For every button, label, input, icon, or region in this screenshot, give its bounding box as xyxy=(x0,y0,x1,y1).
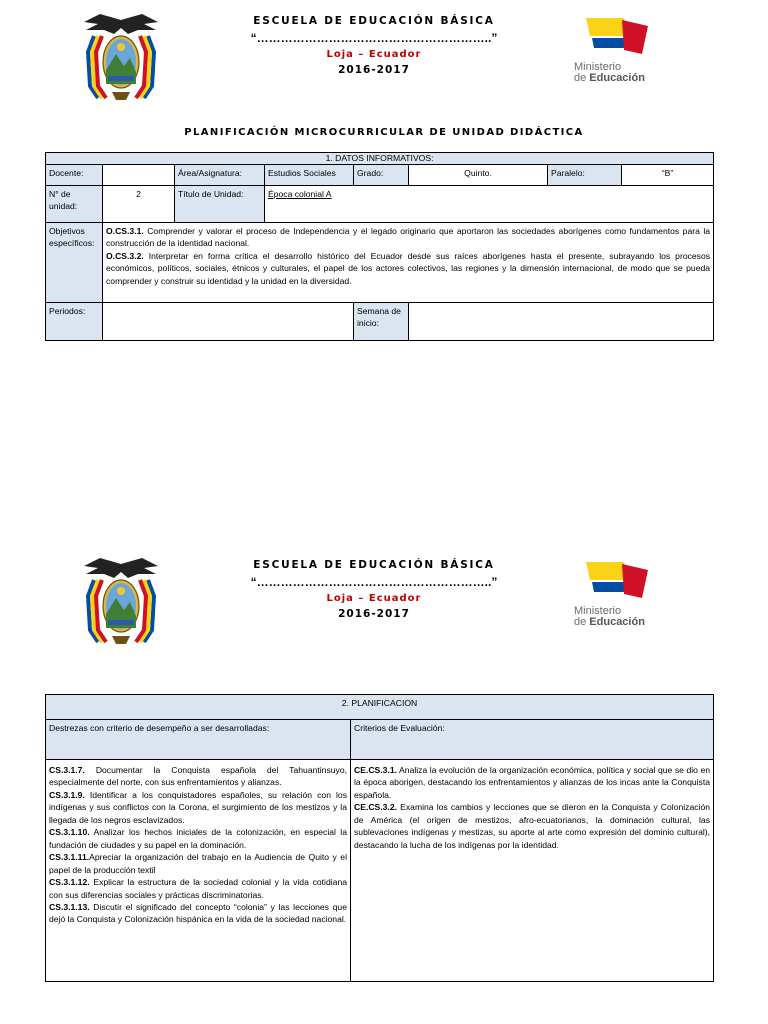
periodos-field[interactable] xyxy=(103,303,354,341)
ministerio-text-bold: Educación xyxy=(589,72,645,84)
titulo-unidad-label: Título de Unidad: xyxy=(175,186,265,223)
semana-label: Semana de inicio: xyxy=(354,303,409,341)
periodos-label: Periodos: xyxy=(46,303,103,341)
objetivo-item: O.CS.3.2. Interpretar en forma crítica el desarrollo histórico del Ecuador desde sus raíces aborígenes hasta el presente, subrayando los procesos económicos, políticos, sociales, étnicos y culturales, el papel de los actores colectivos, las regiones y la dimensión internacional, de modo que se pueda comprender y construir su identidad y la unidad en la diversidad. xyxy=(106,250,711,286)
ministerio-text-prefix: de xyxy=(574,616,590,628)
coat-of-arms-icon xyxy=(80,556,162,648)
destreza-item: CS.3.1.12. Explicar la estructura de la sociedad colonial y la vida cotidiana con sus diferencias sociales y prácticas discriminatorias. xyxy=(49,877,347,900)
datos-informativos-table xyxy=(45,152,714,341)
ministerio-text-bold: Educación xyxy=(589,616,645,628)
ministry-flag-icon xyxy=(584,16,654,58)
school-year: 2016-2017 xyxy=(338,64,410,76)
coat-of-arms xyxy=(80,556,162,648)
unidad-label: N° de unidad: xyxy=(46,186,103,223)
docente-field[interactable] xyxy=(103,165,175,186)
ministerio-logo xyxy=(570,560,660,632)
destreza-item: CS.3.1.9. Identificar a los conquistadores españoles, su relación con los indígenas y sus conflictos con la Corona, el surgimiento de los mestizos y la llegada de los negros esclavizados. xyxy=(49,789,347,825)
grado-label: Grado: xyxy=(354,165,409,186)
grado-value: Quinto. xyxy=(409,165,548,186)
planificacion-table xyxy=(45,694,714,982)
criterios-header: Criterios de Evaluación: xyxy=(351,720,714,760)
school-year: 2016-2017 xyxy=(338,608,410,620)
destreza-item: CS.3.1.10. Analizar los hechos iniciales de la colonización, en especial la fundación de ciudades y su papel en la dominación. xyxy=(49,827,347,850)
objetivos-content xyxy=(103,223,714,303)
planificacion-section-title: 2. PLANIFICACION xyxy=(46,695,714,720)
destreza-item: CS.3.1.13. Discutir el significado del concepto “colonia” y las lecciones que dejó la Conquista y Colonización hispánica en la vida de la sociedad nacional. xyxy=(49,901,347,925)
docente-label: Docente: xyxy=(46,165,103,186)
objetivos-label: Objetivos específicos: xyxy=(46,223,103,303)
titulo-unidad-value xyxy=(265,186,714,223)
criterio-item: CE.CS.3.2. Examina los cambios y lecciones que se dieron en la Conquista y Colonización de América (el origen de mestizos, afro-ecuatorianos, la dominación cultural, las sublevaciones indígenas y mestizas, su aporte al arte como expresión del dominio cultural), destacando la lucha de los indígenas por la identidad. xyxy=(354,802,711,850)
ministerio-text-prefix: de xyxy=(574,72,590,84)
school-heading: ESCUELA DE EDUCACIÓN BÁSICA xyxy=(253,559,495,571)
unidad-value: 2 xyxy=(103,186,175,223)
ministry-flag-icon xyxy=(584,560,654,602)
school-heading: ESCUELA DE EDUCACIÓN BÁSICA xyxy=(253,15,495,27)
semana-field[interactable] xyxy=(409,303,714,341)
coat-of-arms-icon xyxy=(80,12,162,104)
school-name-placeholder: “…………………………………………………..” xyxy=(250,31,498,45)
titulo-unidad-text: Época colonial A xyxy=(268,189,332,199)
datos-section-title: 1. DATOS INFORMATIVOS: xyxy=(46,153,714,165)
paralelo-label: Paralelo: xyxy=(548,165,622,186)
objetivo-item: O.CS.3.1. Comprender y valorar el proceso de Independencia y el legado originario que aportaron las sociedades aborígenes como fundamentos para la construcción de la identidad nacional. xyxy=(106,226,711,249)
area-label: Área/Asignatura: xyxy=(175,165,265,186)
criterio-item: CE.CS.3.1. Analiza la evolución de la organización económica, política y social que se dio en la época aborigen, destacando los enfrentamientos y alianzas de los incas ante la Conquista española. xyxy=(354,765,711,800)
ministerio-logo xyxy=(570,16,660,88)
criterios-list xyxy=(351,760,714,982)
destreza-item: CS.3.1.7. Documentar la Conquista española del Tahuantinsuyo, especialmente del norte, con sus enfrentamientos y alianzas. xyxy=(49,765,347,788)
paralelo-value: “B” xyxy=(622,165,714,186)
document-title: PLANIFICACIÓN MICROCURRICULAR DE UNIDAD DIDÁCTICA xyxy=(184,127,584,138)
ministerio-text: Ministerio xyxy=(574,605,622,617)
destrezas-list xyxy=(46,760,351,982)
coat-of-arms xyxy=(80,12,162,104)
destrezas-header: Destrezas con criterio de desempeño a ser desarrolladas: xyxy=(46,720,351,760)
city-label: Loja – Ecuador xyxy=(326,593,422,604)
school-name-placeholder: “…………………………………………………..” xyxy=(250,575,498,589)
area-value: Estudios Sociales xyxy=(265,165,354,186)
ministerio-text: Ministerio xyxy=(574,61,622,73)
destreza-item: CS.3.1.11.Apreciar la organización del trabajo en la Audiencia de Quito y el papel de la producción textil xyxy=(49,852,347,875)
city-label: Loja – Ecuador xyxy=(326,49,422,60)
